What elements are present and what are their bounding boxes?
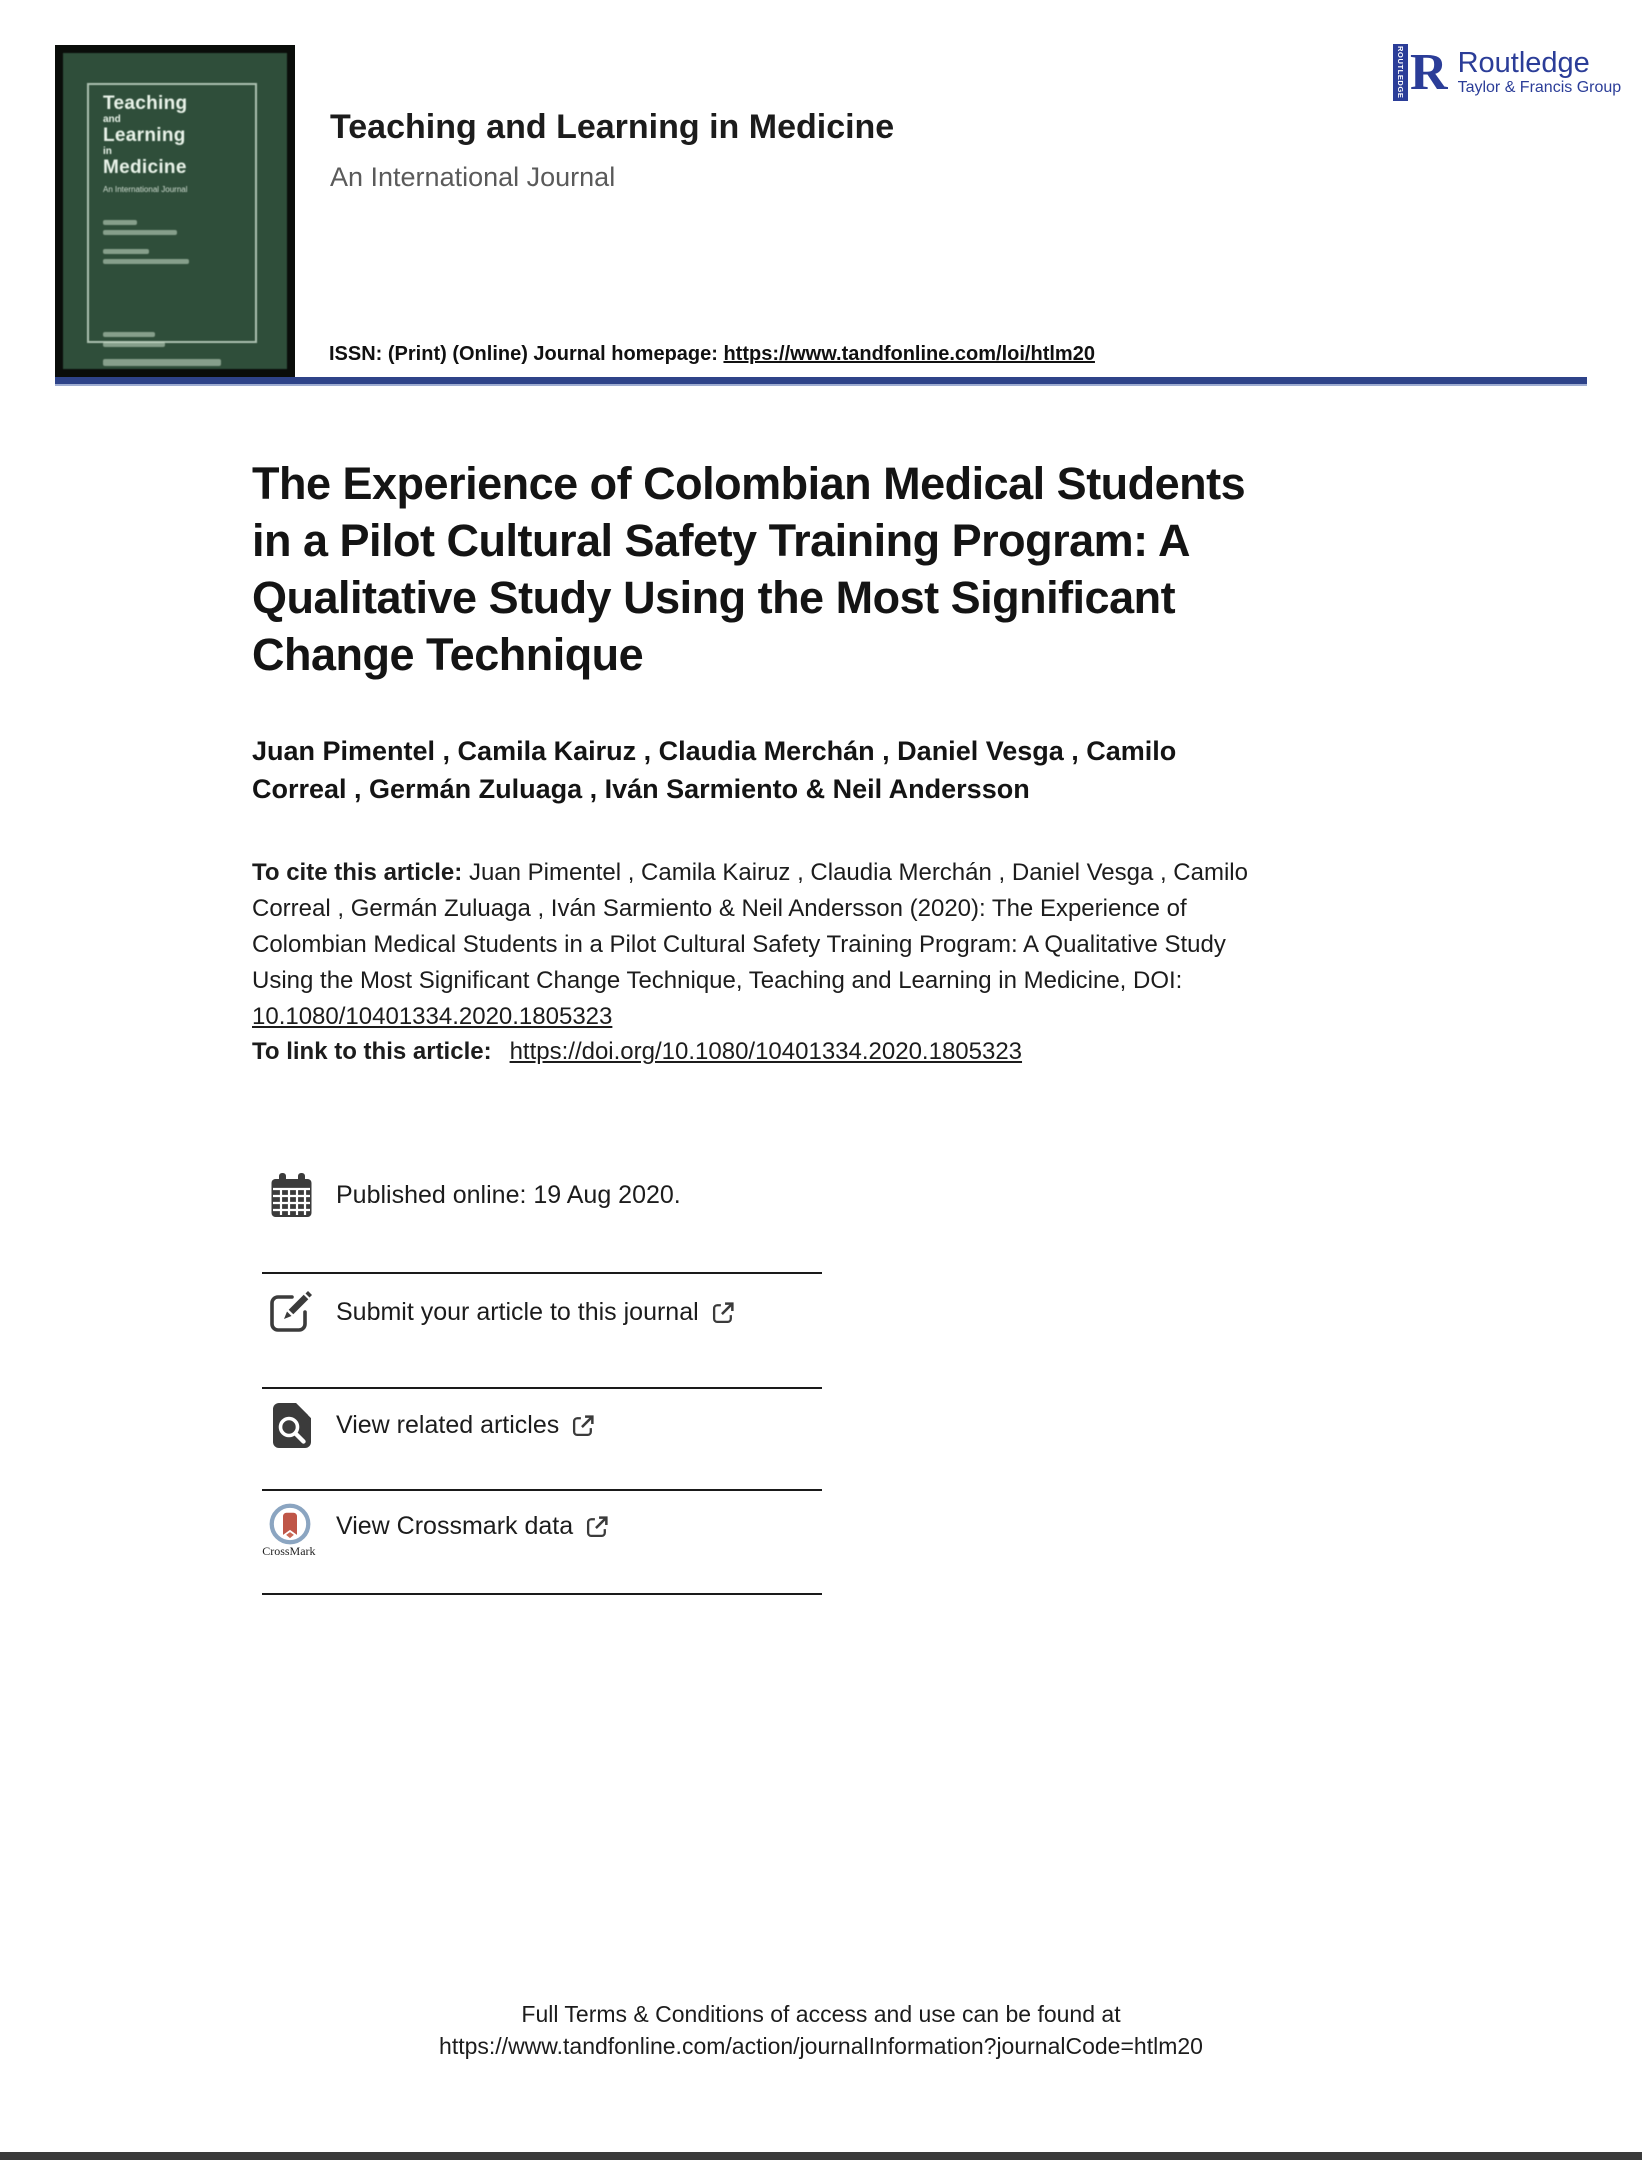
- cover-blurred-text: [103, 249, 149, 254]
- citation-block: [252, 855, 1252, 1035]
- article-title-line: The Experience of Colombian Medical Students: [252, 458, 1246, 509]
- cite-text: Using the Most Significant Change Technique, Teaching and Learning in Medicine, DOI:: [252, 967, 1183, 994]
- external-link-icon[interactable]: [571, 1413, 596, 1438]
- routledge-brand: Routledge: [1457, 47, 1590, 79]
- cite-label: To cite this article:: [252, 859, 463, 886]
- view-related-label[interactable]: View related articles: [336, 1410, 560, 1439]
- cover-subtitle: An International Journal: [103, 185, 188, 194]
- article-title-line: Change Technique: [252, 629, 644, 680]
- header-divider-rule: [55, 377, 1587, 386]
- author-line: Juan Pimentel , Camila Kairuz , Claudia Merchán , Daniel Vesga , Camilo: [252, 736, 1177, 766]
- cover-blurred-text: [103, 342, 165, 347]
- cover-title: [103, 93, 221, 366]
- view-crossmark-row[interactable]: [262, 1505, 610, 1558]
- routledge-r-mark: R: [1410, 44, 1448, 101]
- cite-doi-link[interactable]: 10.1080/10401334.2020.1805323: [252, 1003, 613, 1030]
- view-related-row[interactable]: [262, 1396, 596, 1454]
- terms-footer-url: https://www.tandfonline.com/action/journalInformation?journalCode=htlm20: [439, 2033, 1203, 2059]
- submit-article-row[interactable]: [262, 1285, 736, 1339]
- cite-text: Colombian Medical Students in a Pilot Cultural Safety Training Program: A Qualitative Study: [252, 931, 1226, 958]
- article-title-line: Qualitative Study Using the Most Significant: [252, 572, 1176, 623]
- taylor-francis-group: Taylor & Francis Group: [1457, 79, 1622, 96]
- separator-line: [262, 1387, 822, 1389]
- cover-blurred-text: [103, 220, 137, 225]
- cover-blurred-text: [103, 259, 189, 264]
- cite-text: Juan Pimentel , Camila Kairuz , Claudia Merchán , Daniel Vesga , Camilo: [462, 859, 1248, 886]
- published-online-row: [262, 1166, 681, 1224]
- crossmark-caption: CrossMark: [262, 1543, 316, 1558]
- cover-title-word: and: [103, 114, 121, 125]
- link-label: To link to this article:: [252, 1038, 492, 1065]
- author-list: [252, 732, 1352, 808]
- view-crossmark-label[interactable]: View Crossmark data: [336, 1511, 574, 1540]
- submit-article-icon[interactable]: [262, 1288, 320, 1336]
- separator-line: [262, 1272, 822, 1274]
- doi-link[interactable]: https://doi.org/10.1080/10401334.2020.1805323: [509, 1038, 1023, 1065]
- journal-title: Teaching and Learning in Medicine: [330, 108, 895, 146]
- cover-title-word: Medicine: [103, 157, 187, 178]
- separator-line: [262, 1593, 822, 1595]
- related-articles-icon[interactable]: [262, 1402, 320, 1449]
- issn-homepage-line: [329, 343, 1095, 366]
- article-title: [252, 455, 1412, 683]
- terms-footer-text: Full Terms & Conditions of access and use can be found at: [521, 2001, 1121, 2027]
- external-link-icon[interactable]: [711, 1300, 736, 1325]
- routledge-wordmark: [1458, 44, 1622, 98]
- cover-title-word: Teaching: [103, 93, 188, 114]
- journal-subtitle: An International Journal: [330, 162, 616, 192]
- routledge-logo: [1393, 44, 1621, 101]
- author-line: Correal , Germán Zuluaga , Iván Sarmiento & Neil Andersson: [252, 774, 1030, 804]
- cover-title-word: Learning: [103, 125, 186, 146]
- issn-label: ISSN: (Print) (Online) Journal homepage:: [329, 343, 718, 365]
- external-link-icon[interactable]: [585, 1514, 610, 1539]
- journal-cover: [55, 45, 295, 377]
- cover-blurred-text: [103, 332, 155, 337]
- cover-blurred-text: [103, 230, 177, 235]
- cover-blurred-publisher: [103, 359, 221, 366]
- routledge-vertical-text: ROUTLEDGE: [1393, 44, 1408, 101]
- terms-footer: [0, 1998, 1642, 2062]
- bottom-page-bar: [0, 2152, 1642, 2160]
- journal-cover-art: [63, 53, 287, 369]
- calendar-icon: [262, 1172, 320, 1219]
- journal-homepage-link[interactable]: https://www.tandfonline.com/loi/htlm20: [723, 343, 1095, 365]
- separator-line: [262, 1489, 822, 1491]
- published-online-label: Published online: 19 Aug 2020.: [336, 1180, 681, 1209]
- article-title-line: in a Pilot Cultural Safety Training Program: A: [252, 515, 1190, 566]
- crossmark-icon[interactable]: [262, 1503, 316, 1558]
- cite-text: Correal , Germán Zuluaga , Iván Sarmiento & Neil Andersson (2020): The Experience of: [252, 895, 1187, 922]
- submit-article-label[interactable]: Submit your article to this journal: [336, 1297, 699, 1326]
- cover-title-word: in: [103, 146, 112, 157]
- article-link-line: [252, 1038, 1022, 1066]
